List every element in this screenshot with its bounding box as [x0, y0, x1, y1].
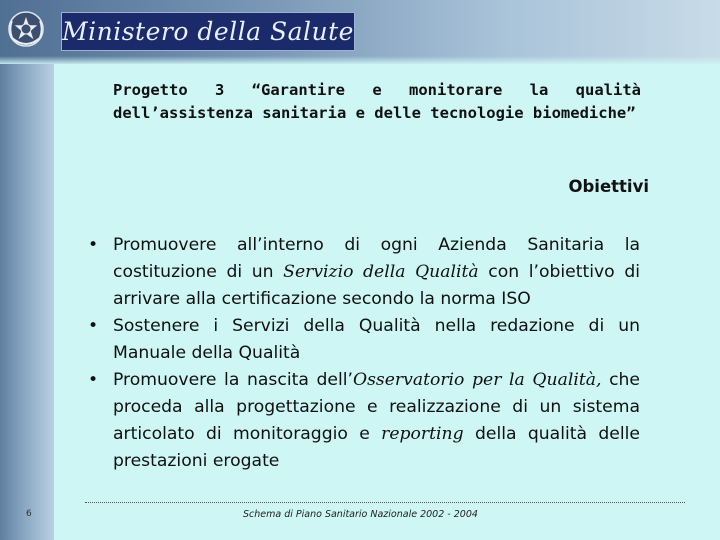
footer-text: Schema di Piano Sanitario Nazionale 2002 - 2004	[243, 509, 478, 520]
footer-divider	[85, 502, 685, 503]
bullet-1-text: Sostenere i Servizi della Qualità nella redazione di un Manuale della Qualità	[113, 316, 640, 363]
italian-republic-emblem-icon	[6, 7, 46, 53]
list-item	[84, 367, 640, 475]
bullet-icon: •	[88, 316, 99, 336]
section-heading: Obiettivi	[568, 177, 649, 196]
ministry-logo	[61, 12, 355, 51]
slide-title: Progetto 3 “Garantire e monitorare la qualità dell’assistenza sanitaria e delle tecnologie biomediche”	[113, 81, 641, 122]
page-number: 6	[26, 509, 32, 519]
bullet-2-text: Promuovere la nascita dell’Osservatorio per la Qualità, che proceda alla progettazione e realizzazione di un sistema articolato di monitoraggio e reporting della qualità delle prestazioni erogate	[113, 370, 641, 471]
bullet-0-text: Promuovere all’interno di ogni Azienda Sanitaria la costituzione di un Servizio della Qualità con l’obiettivo di arrivare alla certificazione secondo la norma ISO	[113, 235, 641, 309]
left-band	[0, 0, 54, 540]
ministry-logo-text: Ministero della Salute	[62, 17, 354, 46]
objectives-list	[84, 232, 640, 475]
list-item	[84, 232, 640, 313]
list-item	[84, 313, 640, 367]
bullet-icon: •	[88, 235, 99, 255]
bullet-icon: •	[88, 370, 99, 390]
